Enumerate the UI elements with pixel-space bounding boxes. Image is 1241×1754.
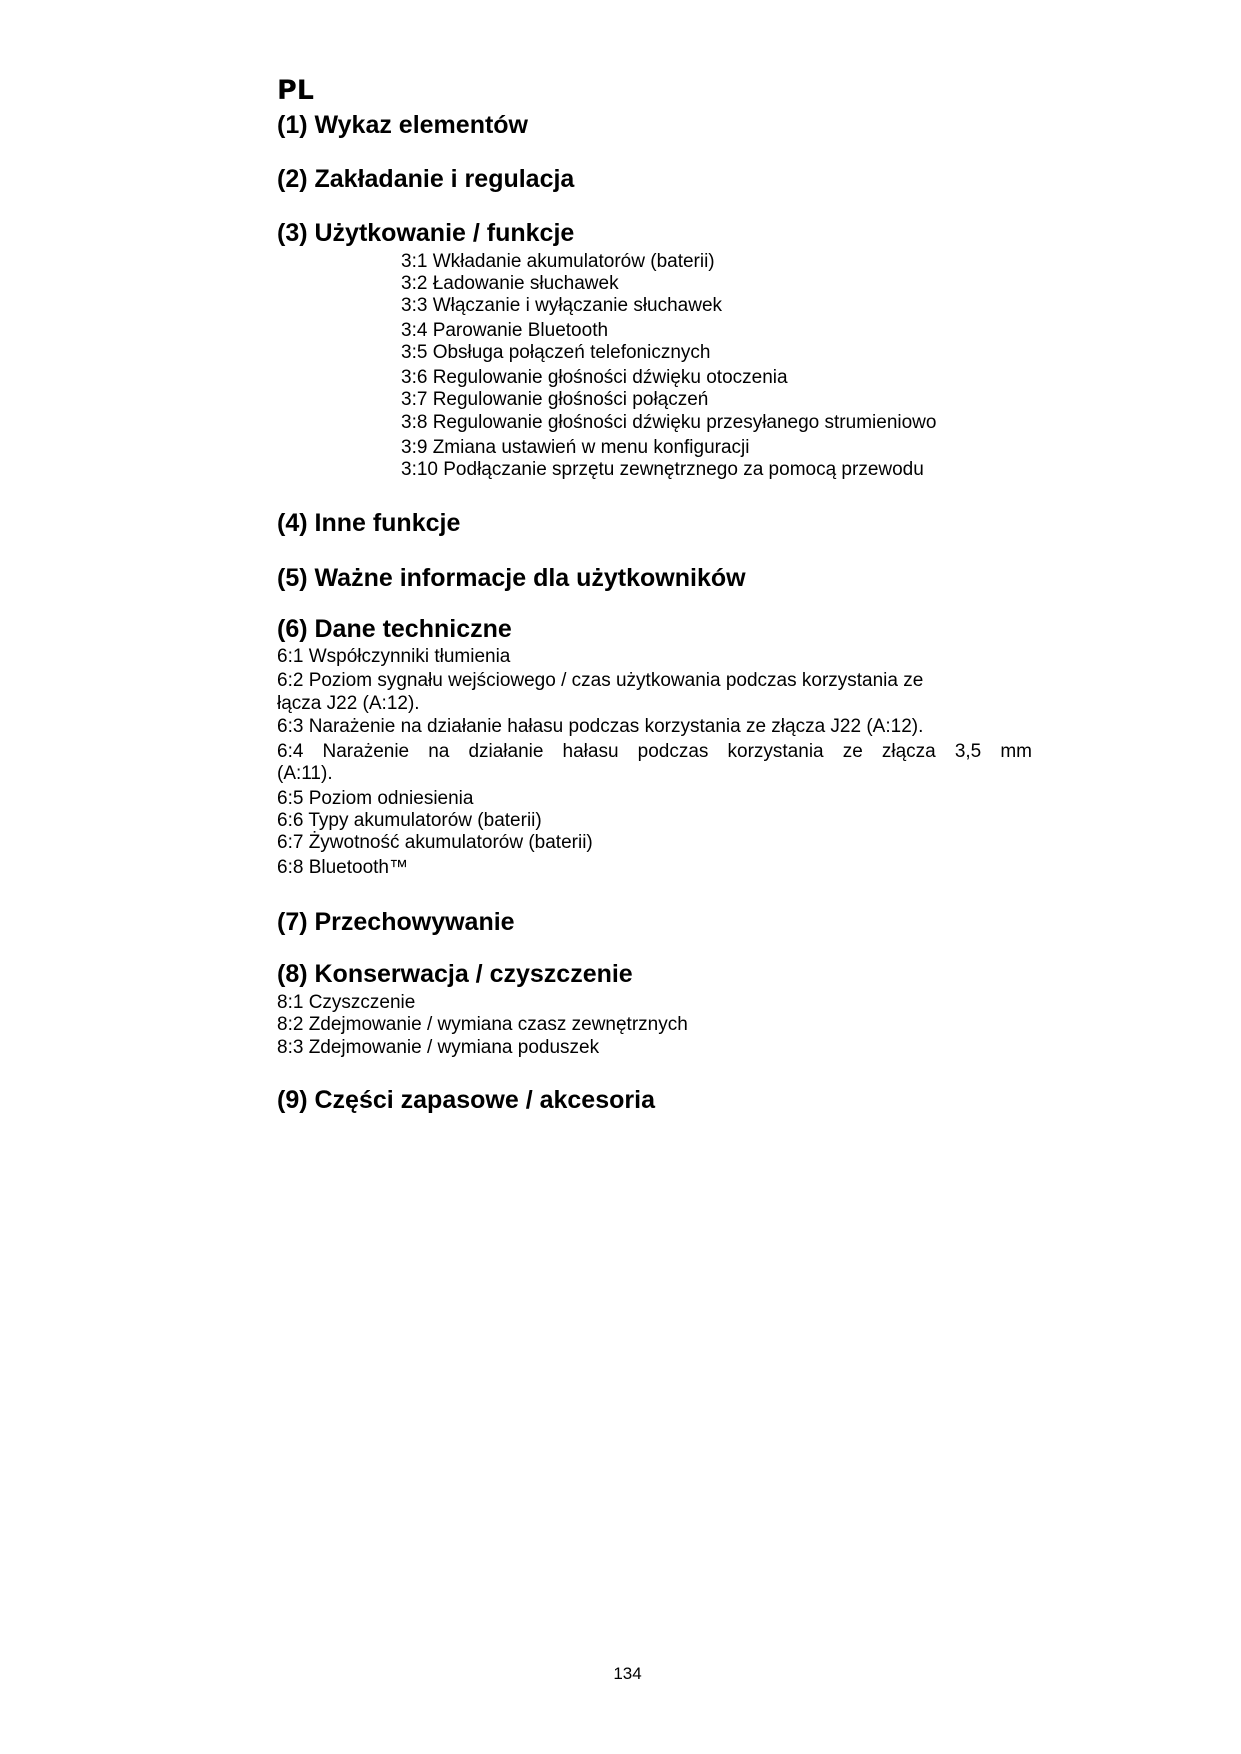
- section-heading-6: (6) Dane techniczne: [277, 615, 512, 643]
- list-item-3-3: 3:3 Włączanie i wyłączanie słuchawek: [401, 295, 723, 316]
- list-item-6-2-line1: 6:2 Poziom sygnału wejściowego / czas użytkowania podczas korzystania ze: [277, 670, 924, 691]
- section-heading-1: (1) Wykaz elementów: [277, 111, 529, 139]
- list-item-8-1: 8:1 Czyszczenie: [277, 992, 416, 1013]
- list-item-6-1: 6:1 Współczynniki tłumienia: [277, 646, 511, 667]
- list-item-3-5: 3:5 Obsługa połączeń telefonicznych: [401, 342, 711, 363]
- list-item-3-6: 3:6 Regulowanie głośności dźwięku otoczenia: [401, 367, 788, 388]
- section-heading-3: (3) Użytkowanie / funkcje: [277, 219, 575, 247]
- list-item-6-8: 6:8 Bluetooth™: [277, 857, 408, 878]
- list-item-6-2-line2: łącza J22 (A:12).: [277, 693, 420, 714]
- list-item-3-2: 3:2 Ładowanie słuchawek: [401, 273, 619, 294]
- list-item-3-4: 3:4 Parowanie Bluetooth: [401, 320, 609, 341]
- list-item-6-3: 6:3 Narażenie na działanie hałasu podczas korzystania ze złącza J22 (A:12).: [277, 716, 924, 737]
- section-heading-7: (7) Przechowywanie: [277, 908, 515, 936]
- list-item-6-4-line2: (A:11).: [277, 763, 333, 784]
- list-item-3-8: 3:8 Regulowanie głośności dźwięku przesyłanego strumieniowo: [401, 412, 937, 433]
- page-number: 134: [613, 1664, 642, 1683]
- list-item-6-4-line1: 6:4 Narażenie na działanie hałasu podczas korzystania ze złącza 3,5 mm: [277, 741, 1032, 762]
- section-heading-9: (9) Części zapasowe / akcesoria: [277, 1086, 655, 1114]
- list-item-8-2: 8:2 Zdejmowanie / wymiana czasz zewnętrznych: [277, 1014, 688, 1035]
- section-heading-8: (8) Konserwacja / czyszczenie: [277, 960, 633, 988]
- section-heading-4: (4) Inne funkcje: [277, 509, 461, 537]
- list-item-6-6: 6:6 Typy akumulatorów (baterii): [277, 810, 542, 831]
- section-heading-5: (5) Ważne informacje dla użytkowników: [277, 564, 746, 592]
- list-item-6-7: 6:7 Żywotność akumulatorów (baterii): [277, 832, 593, 853]
- language-code: PL: [277, 75, 314, 106]
- section-heading-2: (2) Zakładanie i regulacja: [277, 165, 575, 193]
- list-item-3-7: 3:7 Regulowanie głośności połączeń: [401, 389, 709, 410]
- list-item-6-5: 6:5 Poziom odniesienia: [277, 788, 474, 809]
- list-item-3-9: 3:9 Zmiana ustawień w menu konfiguracji: [401, 437, 750, 458]
- list-item-3-10: 3:10 Podłączanie sprzętu zewnętrznego za pomocą przewodu: [401, 459, 924, 480]
- list-item-8-3: 8:3 Zdejmowanie / wymiana poduszek: [277, 1037, 600, 1058]
- list-item-3-1: 3:1 Wkładanie akumulatorów (baterii): [401, 251, 715, 272]
